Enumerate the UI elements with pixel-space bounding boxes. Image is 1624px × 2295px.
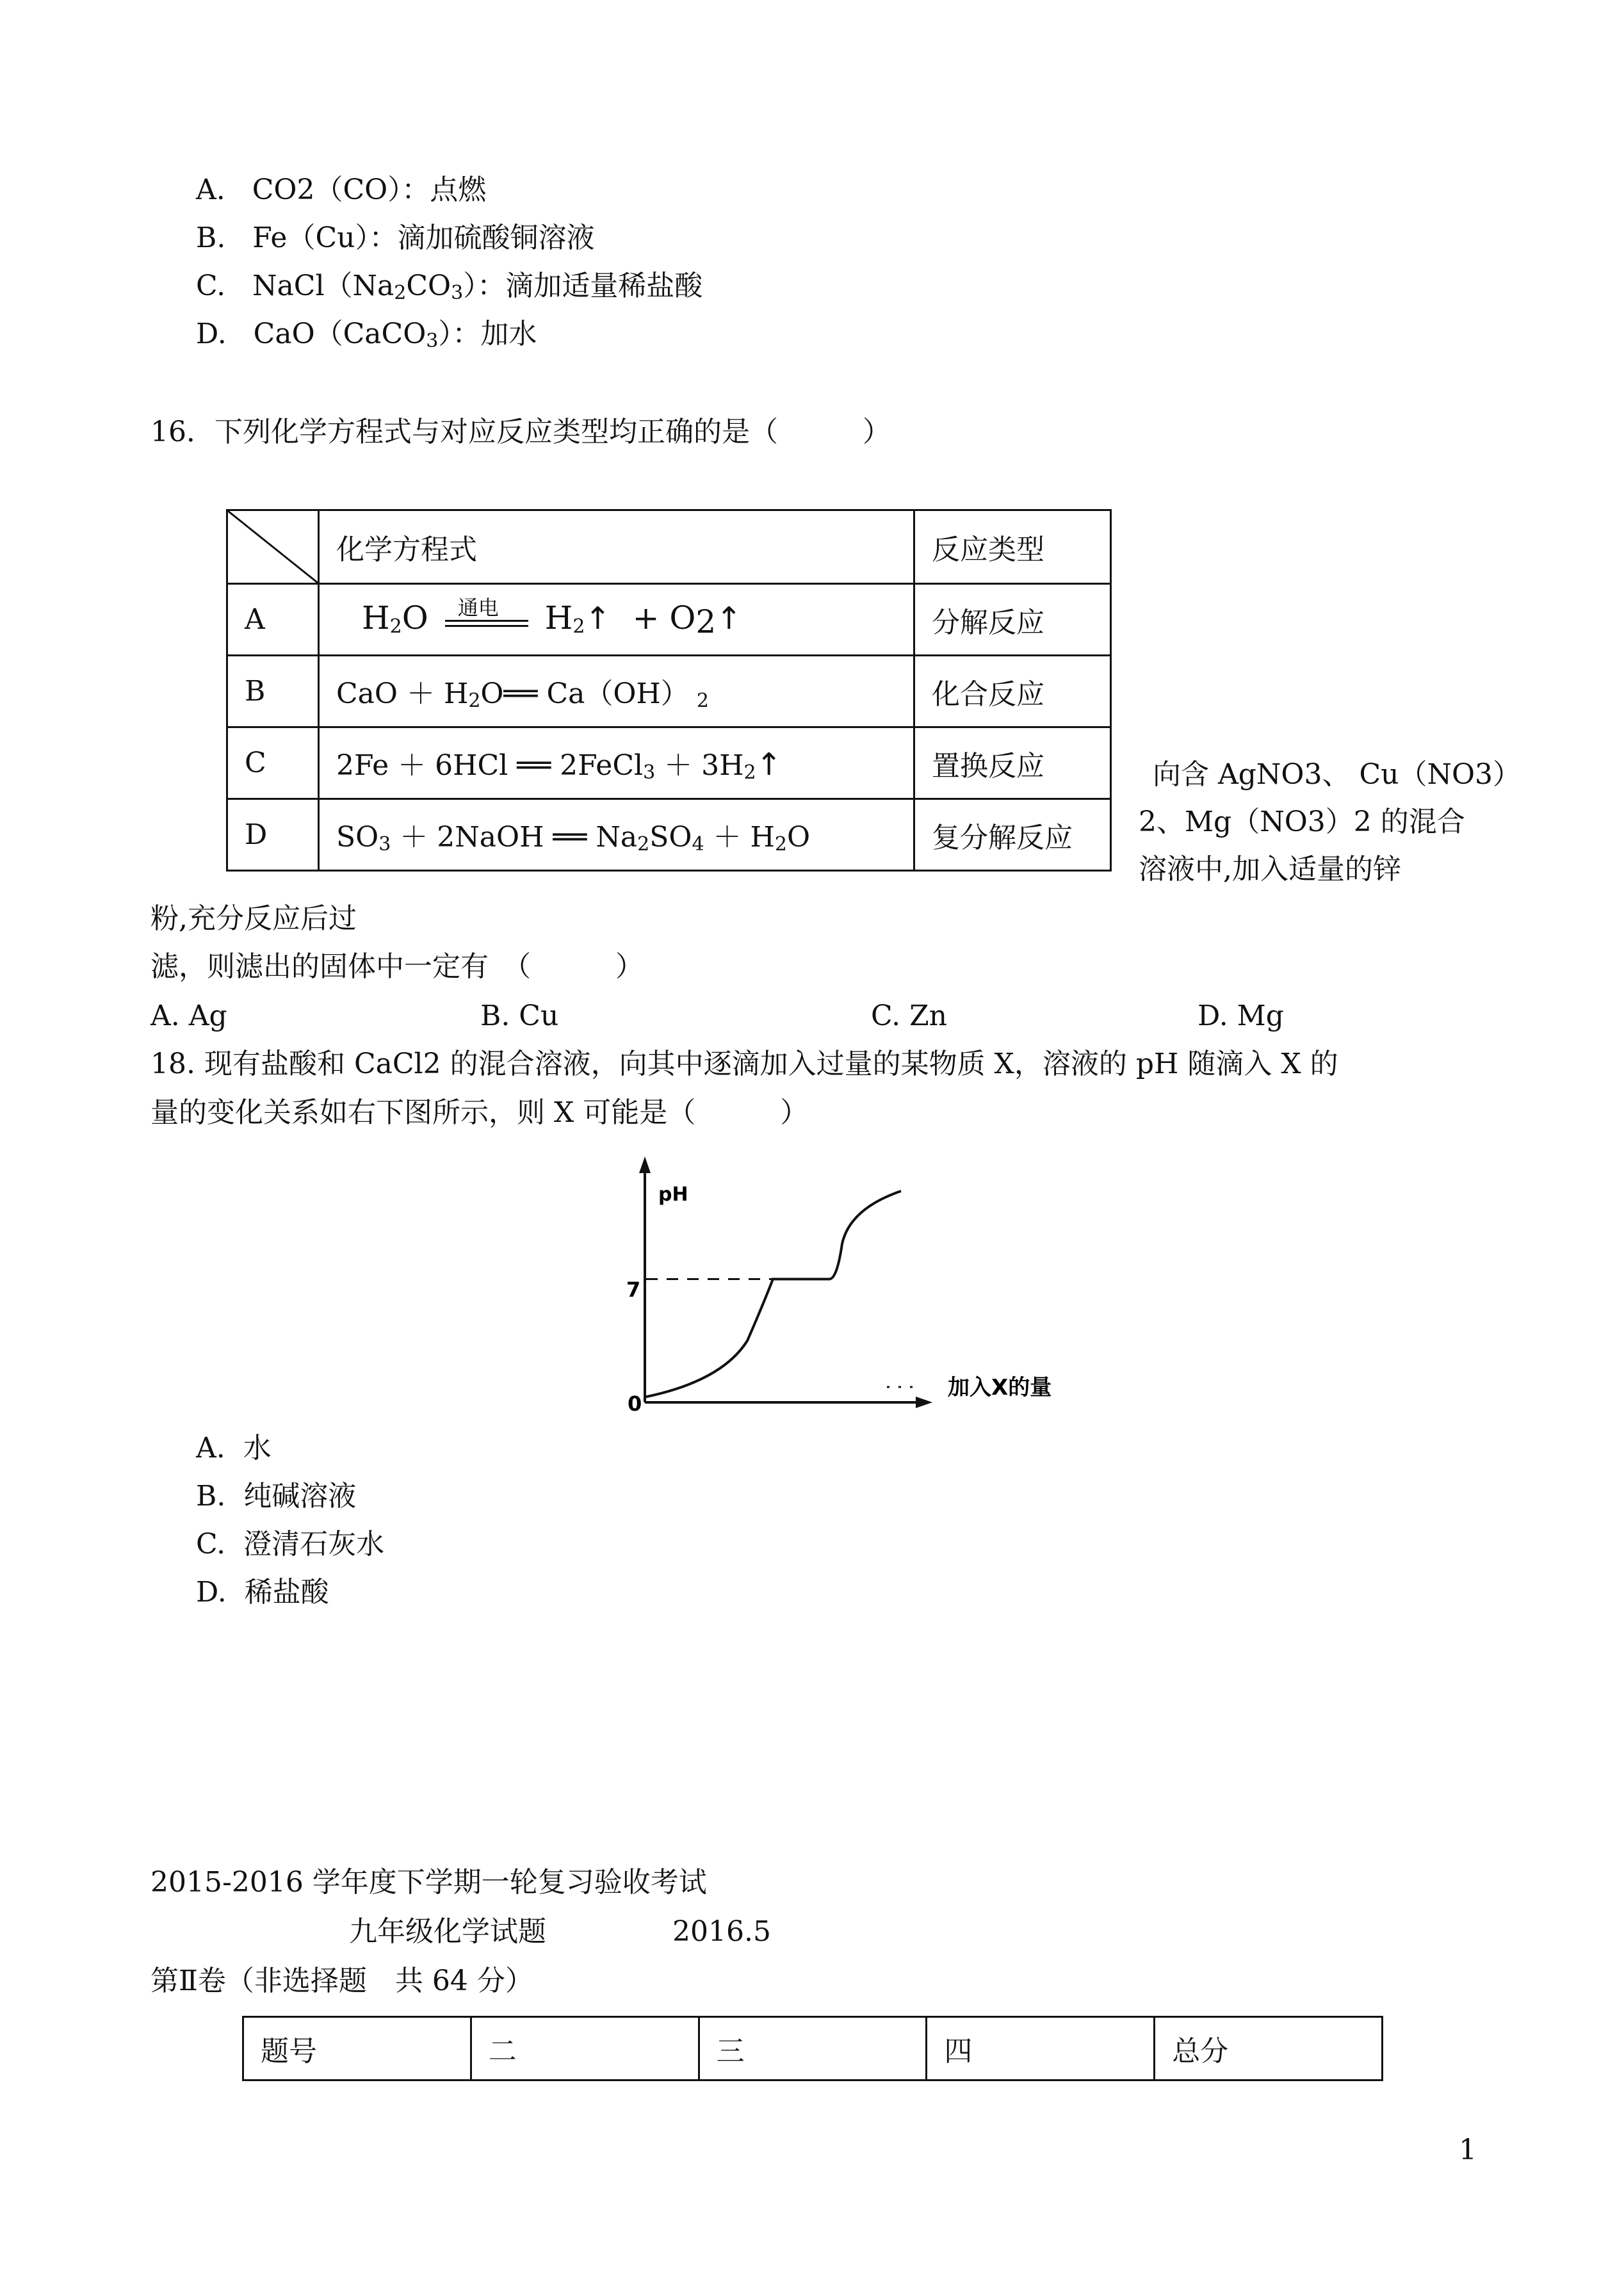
section-title: 第Ⅱ卷（非选择题 共 64 分） xyxy=(150,1965,533,1997)
y-axis-arrow-icon xyxy=(639,1156,651,1173)
q17-option-a: A. Ag xyxy=(150,1000,227,1032)
gas-arrow-icon: ↑ xyxy=(756,747,782,783)
equation-c: 2Fe ＋ 6HCl ══ 2FeCl$_3$ ＋ $3H_2↑$ xyxy=(319,727,914,799)
q15-option-a: A. CO2（CO）：点燃 xyxy=(196,174,487,206)
row-label: C xyxy=(227,727,319,799)
reaction-type: 置换反应 xyxy=(914,727,1111,799)
q17-option-d: D. Mg xyxy=(1198,1000,1284,1032)
q18-option-a: A. 水 xyxy=(196,1432,272,1464)
table-row xyxy=(227,727,1111,799)
q16-stem: 16．下列化学方程式与对应反应类型均正确的是（ ） xyxy=(150,416,891,448)
equation-b: CaO ＋ $H_2O══$ Ca（OH） $_2$ xyxy=(319,656,914,727)
y-tick-0: 0 xyxy=(628,1391,642,1416)
q17-side-line-1: 向含 AgNO3、 Cu（NO3） xyxy=(1153,758,1522,791)
exam-date: 2016.5 xyxy=(672,1915,771,1948)
q15-option-c: C. $NaCl(Na_2CO_3)$：滴加适量稀盐酸 xyxy=(196,270,703,304)
q17-option-c: C. Zn xyxy=(871,1000,947,1032)
q17-side-line-2: 2、Mg（NO3）2 的混合 xyxy=(1139,806,1465,838)
exam-subtitle: 九年级化学试题 xyxy=(349,1915,546,1948)
gas-arrow-icon: ↑ xyxy=(585,600,611,637)
q17-side-line-3: 溶液中,加入适量的锌 xyxy=(1139,853,1401,886)
table-row xyxy=(227,656,1111,727)
table-row xyxy=(243,2017,1383,2080)
q18-option-b: B. 纯碱溶液 xyxy=(196,1480,357,1512)
row-label: A xyxy=(227,584,319,656)
exam-title: 2015-2016 学年度下学期一轮复习验收考试 xyxy=(150,1866,707,1899)
x-axis-label: 加入X的量 xyxy=(948,1375,1052,1400)
equation-d: $SO_3$ ＋ 2NaOH ══ $Na_2SO_4 + H_2O$ xyxy=(319,799,914,871)
header-type: 反应类型 xyxy=(914,510,1111,584)
row-label: B xyxy=(227,656,319,727)
q17-line-2: 滤，则滤出的固体中一定有 （ ） xyxy=(150,950,644,983)
ph-curve xyxy=(645,1191,901,1397)
score-header-three: 三 xyxy=(699,2017,927,2080)
q18-line-2: 量的变化关系如右下图所示，则 X 可能是（ ） xyxy=(150,1096,809,1129)
y-axis-label: pH xyxy=(658,1183,688,1206)
q17-option-b: B. Cu xyxy=(480,1000,559,1032)
q17-line-1: 粉,充分反应后过 xyxy=(150,902,357,935)
q18-option-c: C. 澄清石灰水 xyxy=(196,1528,385,1561)
score-table xyxy=(242,2016,1383,2081)
header-equation: 化学方程式 xyxy=(319,510,914,584)
x-axis-arrow-icon xyxy=(916,1397,932,1408)
score-header-number: 题号 xyxy=(243,2017,471,2080)
table-row xyxy=(227,584,1111,656)
score-header-total: 总分 xyxy=(1155,2017,1383,2080)
score-header-four: 四 xyxy=(927,2017,1155,2080)
reaction-type: 分解反应 xyxy=(914,584,1111,656)
q18-line-1: 18. 现有盐酸和 CaCl2 的混合溶液，向其中逐滴加入过量的某物质 X，溶液的 pH 随滴入 X 的 xyxy=(150,1048,1338,1080)
q18-option-d: D. 稀盐酸 xyxy=(196,1576,329,1609)
page-number: 1 xyxy=(1459,2134,1477,2166)
reaction-table xyxy=(226,509,1112,872)
y-tick-7: 7 xyxy=(626,1277,641,1302)
reaction-type: 复分解反应 xyxy=(914,799,1111,871)
reaction-type: 化合反应 xyxy=(914,656,1111,727)
score-header-two: 二 xyxy=(471,2017,699,2080)
q15-option-d: D. CaO（CaCO$_3$）：加水 xyxy=(196,318,537,352)
ph-chart xyxy=(576,1153,1089,1428)
table-row xyxy=(227,799,1111,871)
table-corner-cell xyxy=(227,510,319,584)
gas-arrow-icon: ↑ xyxy=(716,600,742,637)
equation-a: $H_2O$ 通电 $H_2↑$ + $O_2↑$ xyxy=(319,584,914,656)
row-label: D xyxy=(227,799,319,871)
q15-option-b: B. Fe（Cu）：滴加硫酸铜溶液 xyxy=(196,222,595,254)
